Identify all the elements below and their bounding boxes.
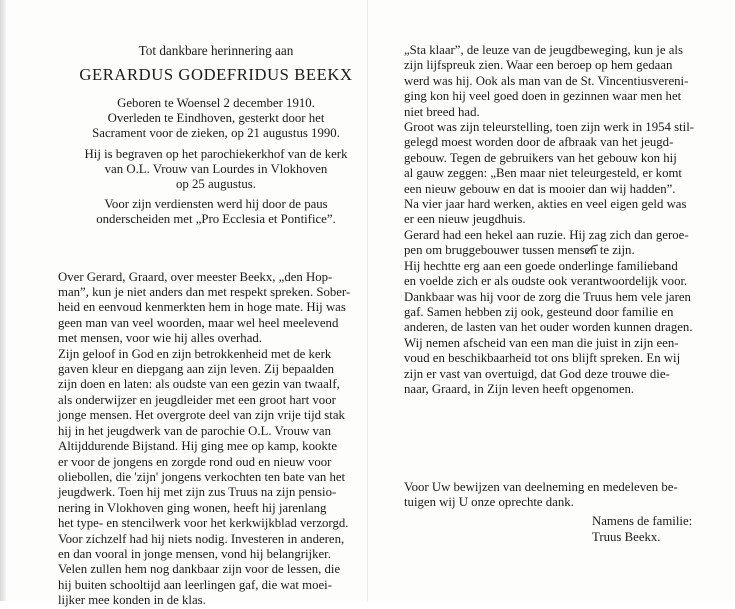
body-line: het type- en stencilwerk voor het kerkwijkblad verzorgd. bbox=[58, 516, 349, 531]
deceased-name: GERARDUS GODEFRIDUS BEEKX bbox=[79, 65, 353, 84]
body-line: oliebollen, die 'zijn' jongens verkochten ten bate van het bbox=[58, 469, 346, 484]
closing-line: Voor Uw bewijzen van deelneming en medeleven be- bbox=[404, 480, 678, 494]
body-line: heid en eenvoud kenmerkten hem in hoge mate. Hij was bbox=[58, 300, 346, 315]
body-line: als onderwijzer en jeugdleider met een groot hart voor bbox=[58, 392, 336, 407]
body-line: Altijddurende Bijstand. Hij ging mee op kamp, kookte bbox=[58, 439, 338, 454]
right-body-text bbox=[404, 43, 698, 397]
body-line: „Sta klaar”, de leuze van de jeugdbeweging, kun je als bbox=[404, 43, 683, 57]
body-line: geen man van veel woorden, maar wel heel meelevend bbox=[58, 315, 339, 330]
honors-paragraph bbox=[58, 197, 374, 227]
body-line: Dankbaar was hij voor de zorg die Truus hem vele jaren bbox=[404, 289, 691, 304]
body-line: al gauw zeggen: „Ben maar niet teleurgesteld, er komt bbox=[404, 166, 682, 181]
body-line: zijn doen en laten: als oudste van een gezin van twaalf, bbox=[58, 377, 340, 392]
signoff-line: Truus Beekx. bbox=[592, 530, 661, 544]
body-line: gaf. Samen hebben zij ook, gesteund door familie en bbox=[404, 304, 674, 319]
detail-line: Voor zijn verdiensten werd hij door de paus bbox=[104, 197, 328, 212]
body-line: zijn lijfspreuk zien. Waar een beroep op hem gedaan bbox=[404, 58, 673, 73]
intro-line: Tot dankbare herinnering aan bbox=[138, 43, 294, 58]
page-edge bbox=[0, 0, 6, 601]
body-line: gaven kleur en diepgang aan zijn leven. Zij bepaalden bbox=[58, 362, 335, 377]
body-line: Groot was zijn teleurstelling, toen zijn werk in 1954 stil- bbox=[404, 120, 695, 135]
detail-line: van O.L. Vrouw van Lourdes in Vlokhoven bbox=[104, 161, 328, 176]
body-line: gelegd moest worden door de afbraak van het jeugd- bbox=[404, 135, 674, 150]
detail-line: Hij is begraven op het parochiekerkhof van de kerk bbox=[84, 146, 348, 161]
body-line: er een nieuw jeugdhuis. bbox=[404, 212, 526, 227]
body-line: niet breed had. bbox=[404, 104, 480, 119]
body-line: jonge mensen. Het overgrote deel van zijn vrije tijd stak bbox=[58, 408, 345, 423]
body-line: lijker mee konden in de klas. bbox=[58, 593, 206, 608]
signoff-line: Namens de familie: bbox=[592, 514, 693, 528]
body-line: nering in Vlokhoven ging wonen, heeft hij jarenlang bbox=[58, 500, 327, 515]
left-body-text bbox=[58, 270, 374, 609]
body-line: Velen zullen hem nog dankbaar zijn voor de lessen, die bbox=[58, 562, 341, 577]
body-line: met mensen, voor wie hij alles overhad. bbox=[58, 331, 262, 346]
body-line: en voelde zich er als oudste ook verantwoordelijk voor. bbox=[404, 274, 688, 289]
body-line: Wij nemen afscheid van een man die juist in zijn een- bbox=[404, 335, 679, 350]
body-line: zijn er vast van overtuigd, dat God deze trouwe die- bbox=[404, 366, 670, 381]
signoff bbox=[592, 513, 692, 545]
detail-line: Sacrament voor de zieken, op 21 augustus 1990. bbox=[92, 126, 340, 141]
body-line: anderen, de lasten van het ouder worden kunnen dragen. bbox=[404, 320, 693, 335]
burial-paragraph bbox=[58, 147, 374, 193]
body-line: hij buiten schooltijd aan leerlingen gaf, die wat moei- bbox=[58, 577, 332, 592]
detail-line: onderscheiden met „Pro Ecclesia et Pontifice”. bbox=[96, 212, 336, 227]
pen-mark bbox=[584, 244, 600, 256]
body-line: man”, kun je niet anders dan met respekt spreken. Sober- bbox=[58, 285, 351, 300]
body-line: Voor zichzelf had hij niets nodig. Investeren in anderen, bbox=[58, 531, 345, 546]
closing-line: tuigen wij U onze oprechte dank. bbox=[404, 495, 574, 510]
closing-text bbox=[404, 480, 704, 511]
body-line: werd was hij. Ook als man van de St. Vincentiusvereni- bbox=[404, 73, 689, 88]
detail-line: Overleden te Eindhoven, gesterkt door het bbox=[107, 111, 325, 126]
body-line: jeugdwerk. Toen hij met zijn zus Truus na zijn pensio- bbox=[58, 485, 337, 500]
body-line: voud en beschikbaarheid tot ons blijft spreken. En wij bbox=[404, 351, 681, 366]
body-line: ging kon hij veel goed doen in gezinnen waar men het bbox=[404, 89, 682, 104]
left-column bbox=[58, 43, 374, 609]
body-line: en dan vooral in jonge mensen, vond hij belangrijker. bbox=[58, 546, 331, 561]
detail-line: op 25 augustus. bbox=[176, 177, 256, 192]
body-line: gebouw. Tegen de gebruikers van het gebouw kon hij bbox=[404, 150, 677, 165]
body-line: Hij hechtte erg aan een goede onderlinge familieband bbox=[404, 258, 678, 273]
detail-line: Geboren te Woensel 2 december 1910. bbox=[117, 96, 315, 110]
birth-death-paragraph bbox=[58, 96, 374, 142]
body-line: pen om bruggebouwer tussen mensen te zijn. bbox=[404, 243, 635, 258]
body-line: Gerard had een hekel aan ruzie. Hij zag zich dan geroe- bbox=[404, 227, 689, 242]
right-column bbox=[404, 43, 698, 397]
body-line: er voor de jongens en zorgde rond oud en nieuw voor bbox=[58, 454, 332, 469]
body-line: Na vier jaar hard werken, akties en veel eigen geld was bbox=[404, 197, 687, 212]
body-line: Zijn geloof in God en zijn betrokkenheid met de kerk bbox=[58, 346, 332, 361]
body-line: naar, Graard, in Zijn leven heeft opgenomen. bbox=[404, 381, 635, 396]
body-line: hij in het jeugdwerk van de parochie O.L. Vrouw van bbox=[58, 423, 331, 438]
body-line: een nieuw gebouw en dat is mooier dan wij hadden”. bbox=[404, 181, 676, 196]
body-line: Over Gerard, Graard, over meester Beekx, „den Hop- bbox=[58, 269, 333, 284]
